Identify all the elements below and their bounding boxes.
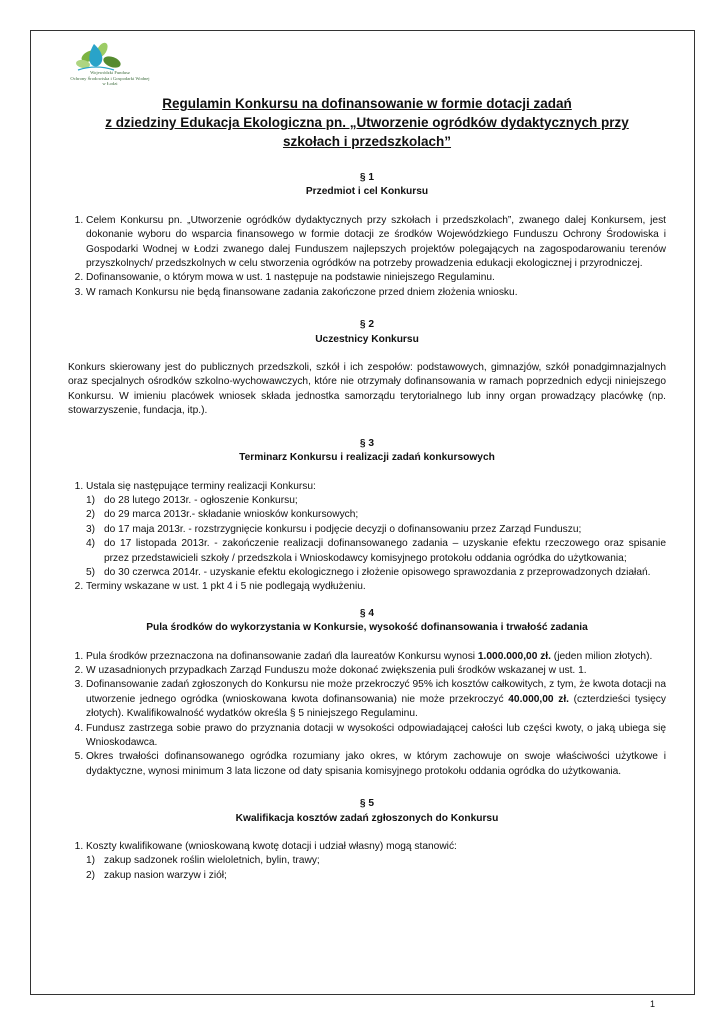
pool-amount: 1.000.000,00 zł. <box>477 650 551 662</box>
section-2-title: Uczestnicy Konkursu <box>315 333 419 345</box>
section-1-number: § 1 <box>359 172 375 183</box>
list-item: 1. Pula środków przeznaczona na dofinansowanie zadań dla laureatów Konkursu wynosi 1.000.000,00 zł. (jeden milion złotych). <box>86 650 666 664</box>
sub-list-item: do 17 maja 2013r. - rozstrzygnięcie konkursu i podjęcie decyzji o dofinansowaniu przez Zarząd Funduszu; <box>104 523 582 535</box>
section-3-title: Terminarz Konkursu i realizacji zadań konkursowych <box>239 452 495 464</box>
document-title: Regulamin Konkursu na dofinansowanie w formie dotacji zadań z dziedziny Edukacja Ekologiczna pn. „Utworzenie ogródków dydaktycznych przy szkołach i przedszkolach” <box>105 96 629 149</box>
section-1-list <box>68 214 666 300</box>
list-item: 1. Ustala się następujące terminy realizacji Konkursu: do 28 lutego 2013r. - ogłoszenie Konkursu; do 29 marca 2013r.- składanie wniosków konkursowych; do 17 maja 2013r. - rozstrzygnięcie konkursu i podjęcie decyzji o dofinansowaniu przez Zarząd Funduszu; do 17 listopada 2013r. - zakończenie realizacji dofinansowanego zadania – uzyskanie efektu rzeczowego oraz spisanie przez przedstawicieli szkoły / przedszkola i Wnioskodawcy komisyjnego protokołu oddania ogródka do użytkowania; do 30 czerwca 2014r. - uzyskanie efektu ekologicznego i złożenie opisowego sprawozdania z przeprowadzonych działań. <box>86 480 666 581</box>
logo-caption: Wojewódzki Fundusz Ochrony Środowiska i Gospodarki Wodnej w Łodzi <box>70 70 150 87</box>
section-1-title: Przedmiot i cel Konkursu <box>305 186 429 198</box>
list-item: 2. W uzasadnionych przypadkach Zarząd Funduszu może dokonać zwiększenia puli środków wskazanej w ust. 1. <box>86 664 666 678</box>
page-number: 1 <box>650 999 656 1009</box>
section-3-list <box>68 480 666 595</box>
list-item: 5. Okres trwałości dofinansowanego ogródka rozumiany jako okres, w którym zachowuje on swoje właściwości użytkowe i dydaktyczne, wynosi minimum 3 lata liczone od daty spisania komisyjnego protokołu oddania ogródka do użytkowania. <box>86 750 666 779</box>
sub-list-item: zakup sadzonek roślin wieloletnich, bylin, trawy; <box>104 855 320 867</box>
section-5-number: § 5 <box>359 798 375 810</box>
section-4-list <box>68 650 666 780</box>
sub-list-item: do 30 czerwca 2014r. - uzyskanie efektu ekologicznego i złożenie opisowego sprawozdania z przeprowadzonych działań. <box>104 566 651 578</box>
max-grant-amount: 40.000,00 zł. <box>508 693 569 705</box>
list-item: 2. Dofinansowanie, o którym mowa w ust. 1 następuje na podstawie niniejszego Regulaminu. <box>86 271 666 285</box>
section-4-title: Pula środków do wykorzystania w Konkursie, wysokość dofinansowania i trwałość zadania <box>146 622 588 634</box>
list-item: 3. Dofinansowanie zadań zgłoszonych do Konkursu nie może przekroczyć 95% ich kosztów całkowitych, z tym, że kwota dotacji na utworzenie jednego ogródka (wnioskowana kwota dofinansowania) nie może przekroczyć 40.000,00 zł. (czterdzieści tysięcy złotych). Kwalifikowalność wydatków określa § 5 niniejszego Regulaminu. <box>86 678 666 721</box>
section-5-title: Kwalifikacja kosztów zadań zgłoszonych do Konkursu <box>235 812 499 824</box>
section-5-list <box>68 840 666 883</box>
list-item: 4. Fundusz zastrzega sobie prawo do przyznania dotacji w wysokości odpowiadającej całości lub części kwoty, o jaką ubiega się Wnioskodawca. <box>86 722 666 751</box>
section-2-text: Konkurs skierowany jest do publicznych przedszkoli, szkół i ich zespołów: podstawowych, gimnazjów, szkół ponadgimnazjalnych oraz specjalnych ośrodków szkolno-wychowawczych, które nie otrzymały dofinansowania w ramach poprzednich edycji niniejszego Konkursu. W imieniu placówek wniosek składa jednostka samorządu terytorialnego lub inny organ prowadzący placówkę (np. stowarzyszenie, fundacja, itp.). <box>68 362 666 417</box>
list-item: 1. Celem Konkursu pn. „Utworzenie ogródków dydaktycznych przy szkołach i przedszkolach”, zwanego dalej Konkursem, jest dokonanie wyboru do wsparcia finansowego w formie dotacji ze środków Wojewódzkiego Funduszu Ochrony Środowiska i Gospodarki Wodnej w Łodzi zwanego dalej Funduszem najlepszych projektów polegających na zagospodarowaniu terenów przyszkolnych/ przedszkolnych w celu stworzenia ogródków na potrzeby prowadzenia edukacji ekologicznej i przyrodniczej. <box>86 214 666 272</box>
section-3-number: § 3 <box>359 437 375 449</box>
document-body <box>68 94 666 883</box>
section-4-number: § 4 <box>359 607 375 619</box>
list-item: 1. Koszty kwalifikowane (wnioskowaną kwotę dotacji i udział własny) mogą stanowić: zakup sadzonek roślin wieloletnich, bylin, trawy; zakup nasion warzyw i ziół; <box>86 840 666 883</box>
sub-list-item: zakup nasion warzyw i ziół; <box>104 869 227 881</box>
section-5-sublist <box>86 854 666 883</box>
list-item: 2. Terminy wskazane w ust. 1 pkt 4 i 5 nie podlegają wydłużeniu. <box>86 580 666 594</box>
sub-list-item: do 29 marca 2013r.- składanie wniosków konkursowych; <box>104 509 359 521</box>
sub-list-item: do 17 listopada 2013r. - zakończenie realizacji dofinansowanego zadania – uzyskanie efektu rzeczowego oraz spisanie przez przedstawicieli szkoły / przedszkola i Wnioskodawcy komisyjnego protokołu oddania ogródka do użytkowania; <box>104 538 666 564</box>
section-3-sublist <box>86 494 666 580</box>
section-2-number: § 2 <box>359 319 375 331</box>
list-item: 3. W ramach Konkursu nie będą finansowane zadania zakończone przed dniem złożenia wniosku. <box>86 286 666 300</box>
sub-list-item: do 28 lutego 2013r. - ogłoszenie Konkursu; <box>104 494 298 506</box>
